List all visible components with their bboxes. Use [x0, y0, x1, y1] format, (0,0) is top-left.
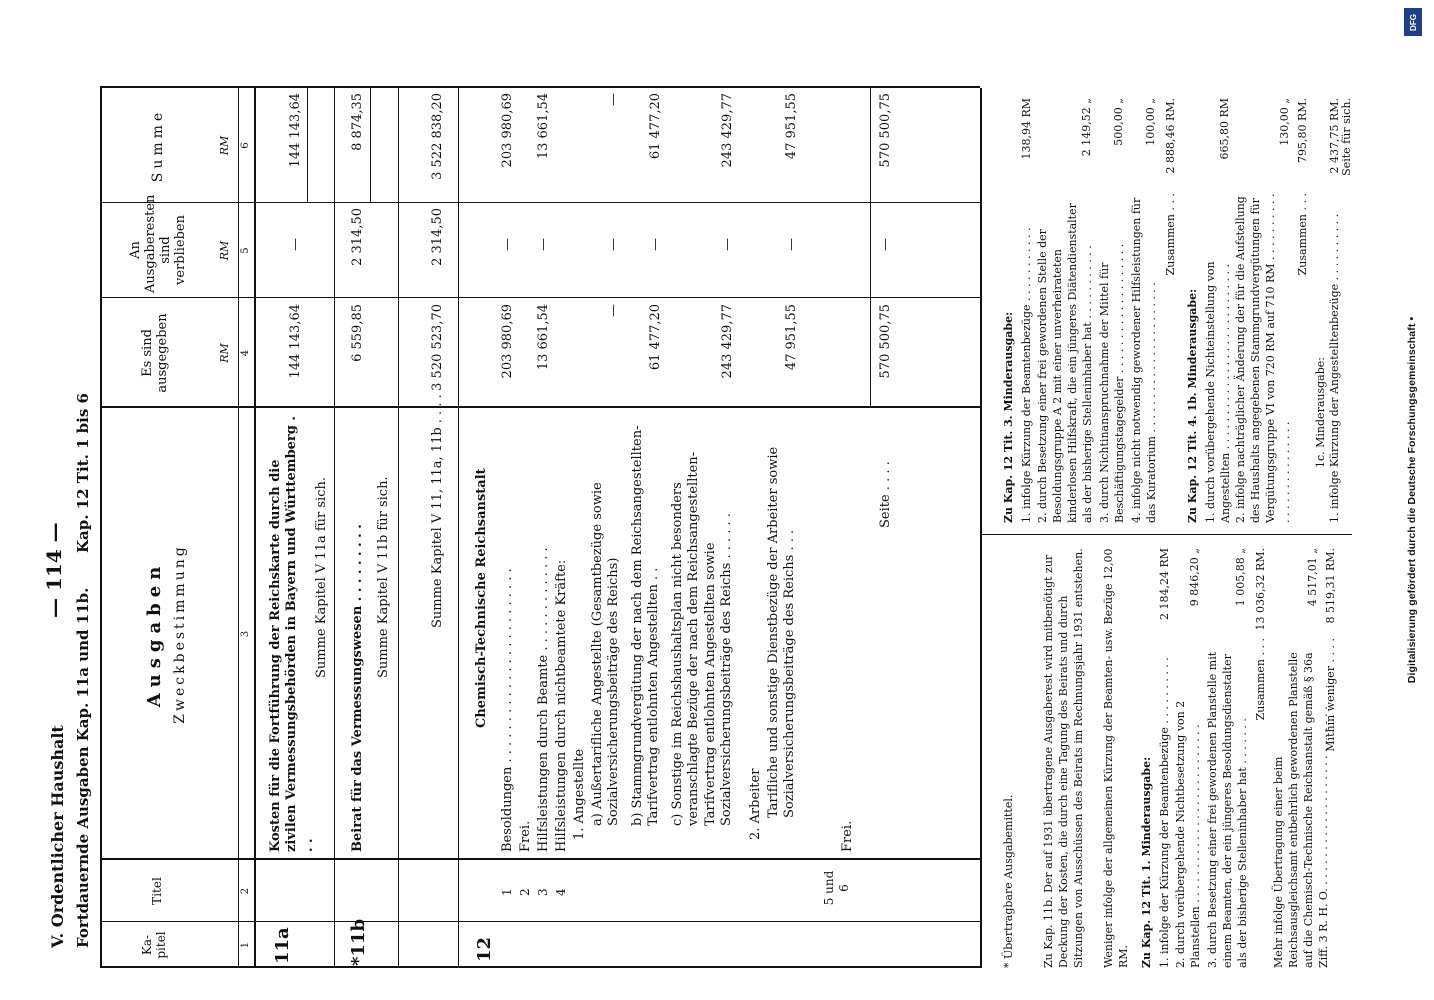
note-12-t1-2: 2. durch vorübergehende Nichtbesetzung von 2 Planstellen . . . . . . . . . . . . . . . . . . . . . . . . . .	[1174, 700, 1202, 968]
row-t56-text: Frei.	[840, 820, 855, 852]
row-t3-summe: 13 661,54	[536, 93, 551, 160]
row-t4-b: b) Stammgrundvergütung der nach dem Reichsangestellten-Tarifvertrag entlohnten Angestellten . .	[630, 425, 662, 826]
row-11a-ausgegeben: 144 143,64	[288, 304, 303, 379]
unit-rm-6: RM	[218, 135, 231, 156]
row-11a-summe: 144 143,64	[288, 93, 303, 168]
col-divider	[100, 921, 980, 922]
row-t4-a-summe: —	[606, 93, 621, 106]
row-t1-summe: 203 980,69	[500, 93, 515, 168]
row-t4-2: 2. Arbeiter	[748, 768, 763, 840]
sum-rule	[307, 88, 308, 203]
row-t4-b-summe: 61 477,20	[648, 93, 663, 160]
row-t1-text: Besoldungen . . . . . . . . . . . . . . . . . . . . . . . .	[500, 568, 515, 852]
unit-rm-5: RM	[218, 240, 231, 261]
note-12-t3-head: Zu Kap. 12 Tit. 3. Minderausgabe:	[1002, 311, 1015, 523]
note-zus4: Zusammen . . .	[1296, 193, 1309, 276]
note-12-t1-1-val: 2 184,24 RM	[1158, 548, 1171, 621]
seite-ausgegeben: 570 500,75	[878, 304, 893, 379]
note-12-t3-3: 3. durch Nichtinanspruchnahme der Mittel für Beschäftigungstagegelder . . . . . . . . . . . . . . . . . . .	[1098, 243, 1126, 523]
row-t1-ausgegeben: 203 980,69	[500, 304, 515, 379]
row-11b-ausgegeben: 6 559,85	[350, 304, 365, 362]
seite-label: Seite . . . .	[878, 461, 893, 528]
row-t4-2-reste: —	[784, 238, 799, 251]
row-divider	[458, 88, 459, 968]
row-11b-reste: 2 314,50	[350, 208, 365, 266]
notes-divider	[982, 534, 1352, 535]
note-12-t4-2: 2. infolge nachträglicher Änderung der für die Aufstellung des Haushalts angegebenen Stammgrundvergütungen für Vergütungsgruppe VI von 720 RM auf 710 RM . . . . . . . . . . . . . . . . . . . . . . . . .	[1234, 193, 1292, 523]
footnote-star: * Übertragbare Ausgabemittel.	[1002, 794, 1015, 968]
col-head-ausgaben: Ausgaben	[144, 560, 165, 708]
kap12-title: Chemisch-Technische Reichsanstalt	[474, 468, 489, 728]
kapitel-11b: *11b	[348, 918, 369, 966]
note-mithin: Mithin weniger . . . .	[1324, 638, 1337, 752]
row-t4-b-ausgegeben: 61 477,20	[648, 304, 663, 371]
row-t2-text: Frei.	[518, 820, 533, 852]
header-bottom	[238, 88, 239, 968]
sum-rule	[370, 88, 371, 203]
note-12-t4-2-val: 130,00 „	[1278, 98, 1291, 146]
note-zus1: Zusammen . . .	[1254, 638, 1267, 721]
note-mehr: Mehr infolge Übertragung einer beim Reichsausgleichsamt entbehrlich gewordenen Planstelle auf die Chemisch-Technische Reichsanstalt gemäß § 36a Ziff. 3 R. H. O. . . . . . . . . . . . . . . . . . . . . . . . . . .	[1272, 652, 1330, 968]
col-num-2: 2	[240, 887, 251, 895]
note-12-t3-1: 1. infolge Kürzung der Beamtenbezüge . . . . . . . . . . .	[1020, 227, 1033, 523]
note-12-t1-head: Zu Kap. 12 Tit. 1. Minderausgabe:	[1140, 756, 1153, 968]
col-head-an-reste: An Ausgaberesten sind verblieben	[128, 194, 188, 293]
note-12-t4-1-val: 665,80 RM	[1218, 98, 1231, 160]
kapitel-12: 12	[474, 936, 495, 962]
seite-reste: —	[878, 238, 893, 251]
row-t4-c-ausgegeben: 243 429,77	[720, 304, 735, 379]
sum-all-summe: 3 522 838,20	[430, 93, 445, 180]
titel-1: 1	[500, 888, 514, 896]
sum-11b: Summe Kapitel V 11b für sich.	[376, 476, 391, 678]
row-divider	[334, 88, 335, 968]
col-num-5: 5	[240, 247, 251, 254]
document-page	[22, 38, 1352, 968]
row-divider	[398, 88, 399, 968]
sum-all-reste: 2 314,50	[430, 208, 445, 266]
col-num-1: 1	[240, 941, 251, 949]
note-12-t3-1-val: 138,94 RM	[1020, 98, 1033, 160]
row-t4-c-summe: 243 429,77	[720, 93, 735, 168]
row-t4-c: c) Sonstige im Reichshaushaltsplan nicht besonders veranschlagte Bezüge der nach dem Reichsangestellten-Tarifvertrag entlohnten Angestellten sowie Sozialversicherungsbeiträge des Reichs . . . . . .	[670, 451, 734, 826]
sum-all: Summe Kapitel V 11, 11a, 11b . . . .	[430, 394, 445, 628]
note-mehr-val: 4 517,01 „	[1306, 548, 1319, 607]
seite-rule	[870, 88, 871, 408]
row-t3-text: Hilfsleistungen durch Beamte . . . . . . . . . . . . .	[536, 547, 551, 852]
col-divider	[100, 858, 980, 860]
row-11b-text: Beirat für das Vermessungswesen . . . . . . . . .	[350, 524, 365, 852]
col-head-summe: Summe	[150, 108, 166, 183]
subtitle-right: Kap. 12 Tit. 1 bis 6	[74, 393, 92, 553]
titel-5-6: 5 und 6	[822, 870, 851, 906]
row-11b-summe: 8 874,35	[350, 93, 365, 151]
note-12-t4-1: 1. durch vorübergehende Nichteinstellung von Angestellten . . . . . . . . . . . . . . . . . . . . . . . . . . .	[1204, 261, 1232, 523]
note-11b: Zu Kap. 11b. Der auf 1931 übertragene Ausgaberest wird mitbenötigt zur Deckung der Kosten, die durch eine Tagung des Beirats und durch Sitzungen von Ausschüssen des Beirats im Rechnungsjahr 1931 entstehen.	[1042, 548, 1085, 968]
row-t4-b-reste: —	[648, 238, 663, 251]
note-weniger: Weniger infolge der allgemeinen Kürzung der Beamten- usw. Bezüge 12,00 RM.	[1102, 548, 1130, 968]
table-border-left	[100, 966, 980, 968]
table-top	[100, 88, 102, 968]
note-12-t4-1c-1-val: 2 437,75 RM.	[1328, 98, 1341, 174]
header-num-row-bottom	[254, 88, 256, 968]
row-t1-reste: —	[500, 238, 515, 251]
note-mithin-val: 8 519,31 RM.	[1324, 548, 1337, 624]
note-zus3-val: 2 888,46 RM.	[1164, 98, 1177, 174]
note-12-t3-4: 4. infolge nicht notwendig gewordener Hilfsleistungen für das Kuratorium . . . . . . . . . . . . . . . . . . . . . .	[1130, 197, 1158, 523]
digitization-credit	[1390, 0, 1434, 1000]
row-t4-2-ausgegeben: 47 951,55	[784, 304, 799, 371]
row-t3-ausgegeben: 13 661,54	[536, 304, 551, 371]
subtitle-left: Fortdauernde Ausgaben Kap. 11a und 11b.	[74, 587, 92, 948]
note-12-t4-head: Zu Kap. 12 Tit. 4. 1b. Minderausgabe:	[1186, 288, 1199, 523]
row-11a-text: Kosten für die Fortführung der Reichskarte durch die zivilen Vermessungsbehörden in Bayern und Württemberg . . .	[268, 416, 316, 852]
note-seite-fs: Seite für sich.	[1340, 98, 1353, 176]
note-12-t1-1: 1. infolge der Kürzung der Beamtenbezüge . . . . . . . . . .	[1158, 657, 1171, 968]
note-12-t3-2: 2. durch Besetzung einer frei gewordenen Stelle der Besoldungsgruppe A 2 mit einer unverheirateten kinderlosen Hilfskraft, die ein jüngeres Diätendienstalter als der bisherige Stelleninhaber hat . . . . . . . . . . .	[1036, 203, 1094, 523]
note-zus4-val: 795,80 RM.	[1296, 98, 1309, 164]
note-12-t1-3: 3. durch Besetzung einer frei gewordenen Planstelle mit einem Beamten, der ein jüngeres Besoldungsdienstalter als der bisherige Stelleninhaber hat . . . . . . .	[1206, 651, 1249, 968]
row-t4-2-text: Tarifliche und sonstige Dienstbezüge der Arbeiter sowie Sozialversicherungsbeiträge des Reichs . . .	[766, 446, 798, 818]
page-number: — 114 —	[42, 522, 66, 618]
kapitel-11a: 11a	[272, 927, 293, 964]
note-12-t1-3-val: 1 005,88 „	[1234, 548, 1247, 607]
note-12-t4-1c-1: 1. infolge Kürzung der Angestelltenbezüge . . . . . . . . . .	[1328, 213, 1341, 523]
note-12-t3-4-val: 100,00 „	[1144, 98, 1157, 146]
section-title: V. Ordentlicher Haushalt	[48, 725, 67, 948]
unit-rm-4: RM	[218, 343, 231, 363]
table-border-right	[100, 86, 980, 88]
col-head-es-sind: Es sind ausgegeben	[140, 313, 170, 393]
expenditure-table	[100, 88, 980, 968]
col-head-titel: Titel	[150, 877, 164, 905]
credit-text: Digitalisierung gefördert durch die Deutsche Forschungsgemeinschaft •	[1406, 316, 1418, 684]
row-t4-text: Hilfsleistungen durch nichtbeamtete Kräfte:	[554, 559, 569, 852]
titel-2: 2	[518, 888, 532, 896]
row-t4-a-reste: —	[606, 238, 621, 251]
note-12-t3-2-val: 2 149,52 „	[1080, 98, 1093, 157]
row-t4-2-summe: 47 951,55	[784, 93, 799, 160]
row-t4-c-reste: —	[720, 238, 735, 251]
dfg-logo: DFG	[1404, 8, 1422, 36]
note-zus3: Zusammen . . .	[1164, 193, 1177, 276]
note-12-t4-1c: 1c. Minderausgabe:	[1314, 357, 1327, 468]
col-num-3: 3	[240, 630, 251, 638]
note-12-t1-2-val: 9 846,20 „	[1188, 548, 1201, 607]
row-t3-reste: —	[536, 238, 551, 251]
row-t4-a: a) Außertarifliche Angestellte (Gesamtbezüge sowie Sozialversicherungsbeiträge des Reichs)	[590, 482, 622, 826]
col-num-4: 4	[240, 349, 251, 357]
note-12-t3-3-val: 500,00 „	[1112, 98, 1125, 146]
col-head-zweck: Zweckbestimmung	[172, 544, 188, 724]
sum-all-ausgegeben: 3 520 523,70	[430, 304, 445, 391]
titel-4: 4	[554, 888, 568, 896]
note-zus1-val: 13 036,32 RM.	[1254, 548, 1267, 631]
seite-summe: 570 500,75	[878, 93, 893, 168]
col-num-6: 6	[240, 142, 251, 149]
row-t4-a-ausgegeben: —	[606, 304, 621, 317]
sum-11a: Summe Kapitel V 11a für sich.	[314, 477, 329, 678]
table-bottom	[980, 88, 982, 968]
row-11a-reste: —	[288, 238, 303, 251]
titel-3: 3	[536, 888, 550, 896]
row-t4-1: 1. Angestellte	[572, 748, 587, 840]
col-head-kapitel: Ka-pitel	[140, 931, 168, 959]
